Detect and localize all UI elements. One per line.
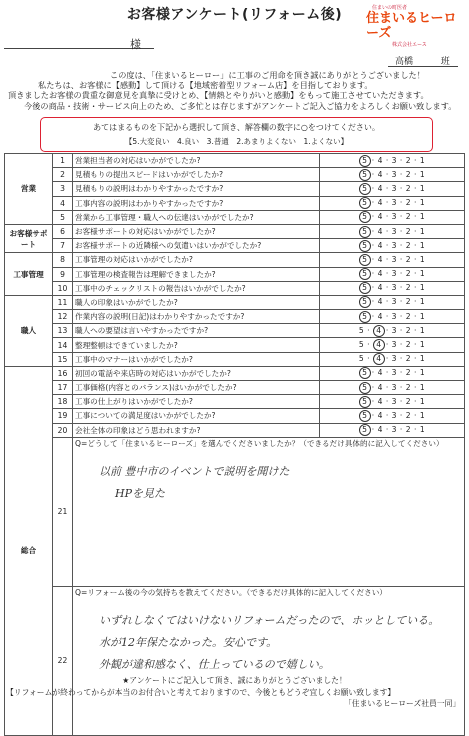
section-label: 職人 (5, 295, 53, 366)
question-number: 5 (53, 210, 73, 224)
survey-row (5, 381, 465, 395)
rating-option[interactable]: 4 (377, 226, 383, 236)
rating-option[interactable]: 5 (358, 325, 365, 335)
question-text: 工事管理の検査報告は理解できましたか? (73, 267, 320, 281)
rating-separator: · (364, 325, 373, 335)
handwritten-answer: 水が12年保たなかった。安心です。 (99, 635, 278, 649)
question-text: 職人への要望は言いやすかったですか? (73, 324, 320, 338)
survey-row (5, 253, 465, 267)
rating-separator: · (368, 183, 378, 193)
rating-options (320, 196, 465, 210)
question-number: 10 (53, 281, 73, 295)
rating-separator: · (382, 311, 392, 321)
rating-options (320, 224, 465, 238)
rating-option[interactable]: 1 (419, 425, 426, 435)
rating-separator: · (382, 325, 392, 335)
rating-option[interactable]: 3 (391, 254, 397, 264)
rating-options (320, 154, 465, 168)
rating-option[interactable]: 1 (419, 382, 426, 392)
rating-separator: · (411, 340, 420, 350)
rating-option[interactable]: 1 (419, 269, 426, 279)
rating-separator: · (397, 240, 406, 250)
rating-scale-box (40, 117, 433, 152)
rating-separator: · (382, 425, 392, 435)
rating-separator: · (397, 396, 406, 406)
rating-separator: · (397, 155, 406, 165)
question-text: 初回の電話や来店時の対応はいかがでしたか? (73, 366, 320, 380)
rating-separator: · (411, 183, 420, 193)
rating-option[interactable]: 4 (377, 254, 383, 264)
rating-separator: · (411, 254, 420, 264)
survey-row (5, 395, 465, 409)
rating-option[interactable]: 1 (419, 283, 426, 293)
rating-option[interactable]: 2 (405, 297, 412, 307)
survey-row (5, 295, 465, 309)
rating-option[interactable]: 4 (377, 169, 383, 179)
staff-line (388, 66, 458, 67)
question-number: 16 (53, 366, 73, 380)
free-question-text: Q=リフォーム後の今の気持ちを教えてください。（できるだけ具体的に記入してください） (75, 587, 387, 597)
rating-option[interactable]: 2 (405, 340, 412, 350)
question-number: 9 (53, 267, 73, 281)
handwritten-answer: HPを見た (115, 486, 165, 500)
rating-option[interactable]: 2 (405, 396, 412, 406)
section-label: お客様サポート (5, 224, 53, 252)
rating-options (320, 409, 465, 423)
rating-option[interactable]: 4 (377, 212, 383, 222)
rating-separator: · (397, 311, 406, 321)
company-logo (366, 4, 466, 48)
free-answer-area[interactable] (73, 437, 465, 586)
staff-name: 高橋 (395, 57, 414, 67)
rating-option[interactable]: 2 (405, 354, 412, 364)
rating-option[interactable]: 3 (391, 410, 397, 420)
rating-separator: · (397, 254, 406, 264)
survey-row (5, 154, 465, 168)
rating-option[interactable]: 2 (405, 325, 412, 335)
rating-separator: · (397, 410, 406, 420)
rating-separator: · (368, 368, 378, 378)
section-label: 総合 (5, 366, 53, 735)
footer-thanks: ★アンケートにご記入して頂き、誠にありがとうございました！ (122, 676, 347, 685)
rating-separator: · (382, 226, 392, 236)
footer-signature: 「住まいるヒーローズ社員一同」 (344, 699, 461, 708)
rating-option[interactable]: 1 (419, 410, 426, 420)
free-question-row (5, 437, 465, 586)
rating-option[interactable]: 1 (419, 325, 426, 335)
question-text: 見積もりの提出スピードはいかがでしたか? (73, 168, 320, 182)
rating-option[interactable]: 1 (419, 297, 426, 307)
survey-row (5, 239, 465, 253)
rating-option[interactable]: 2 (405, 183, 412, 193)
question-text: お客様サポートの近隣様への気遣いはいかがでしたか? (73, 239, 320, 253)
rating-separator: · (397, 382, 406, 392)
rating-option[interactable]: 4 (377, 269, 383, 279)
free-question-row (5, 586, 465, 735)
rating-separator: · (397, 198, 406, 208)
rating-option[interactable]: 3 (391, 269, 397, 279)
rating-option[interactable]: 3 (391, 155, 397, 165)
rating-options (320, 210, 465, 224)
survey-row (5, 224, 465, 238)
rating-separator: · (382, 382, 392, 392)
question-number: 17 (53, 381, 73, 395)
intro-line: 私たちは、お客様に【感動】して頂ける【地域密着型リフォーム店】を目指しております。 (38, 80, 373, 91)
question-number: 15 (53, 352, 73, 366)
rating-options (320, 253, 465, 267)
question-number: 2 (53, 168, 73, 182)
question-text: 工事中のマナーはいかがでしたか? (73, 352, 320, 366)
rating-options (320, 381, 465, 395)
rating-option[interactable]: 1 (419, 311, 426, 321)
question-number: 6 (53, 224, 73, 238)
rating-option[interactable]: 5 (359, 268, 371, 280)
rating-options (320, 310, 465, 324)
rating-options (320, 395, 465, 409)
footer-message: 【リフォームが終わってからが本当のお付合いと考えておりますので、今後ともどうぞ宜しくお願い致します】 (6, 688, 396, 697)
question-number: 8 (53, 253, 73, 267)
question-number: 1 (53, 154, 73, 168)
rating-separator: · (411, 325, 420, 335)
question-number: 18 (53, 395, 73, 409)
rating-separator: · (411, 169, 420, 179)
rating-separator: · (368, 311, 378, 321)
rating-option[interactable]: 3 (391, 340, 397, 350)
survey-row (5, 310, 465, 324)
rating-separator: · (368, 269, 378, 279)
rating-separator: · (397, 269, 406, 279)
rating-option[interactable]: 5 (359, 424, 371, 436)
rating-separator: · (368, 155, 378, 165)
rating-separator: · (397, 425, 406, 435)
question-number: 11 (53, 295, 73, 309)
rating-options (320, 324, 465, 338)
rating-separator: · (397, 325, 406, 335)
rating-option[interactable]: 5 (359, 254, 371, 266)
rating-option[interactable]: 2 (405, 283, 412, 293)
rating-separator: · (382, 198, 392, 208)
rating-separator: · (411, 368, 420, 378)
rating-separator: · (411, 212, 420, 222)
rating-separator: · (411, 297, 420, 307)
rating-option[interactable]: 1 (419, 396, 426, 406)
rating-separator: · (382, 269, 392, 279)
rating-option[interactable]: 4 (377, 368, 383, 378)
rating-option[interactable]: 3 (391, 183, 397, 193)
rating-separator: · (382, 396, 392, 406)
rating-option[interactable]: 3 (391, 198, 397, 208)
rating-option[interactable]: 4 (377, 311, 383, 321)
rating-option[interactable]: 4 (377, 198, 383, 208)
free-question-text: Q=どうして「住まいるヒーローズ」を選んでくださいましたか？（できるだけ具体的に記入してください） (75, 438, 444, 448)
question-text: 作業内容の説明(日記)はわかりやすかったですか? (73, 310, 320, 324)
handwritten-answer: 以前 豊中市のイベントで説明を聞けた (99, 464, 290, 478)
rating-separator: · (368, 396, 378, 406)
rating-separator: · (368, 198, 378, 208)
rating-option[interactable]: 1 (419, 155, 426, 165)
rating-option[interactable]: 4 (377, 297, 383, 307)
question-text: 工事中のチェックリストの報告はいかがでしたか? (73, 281, 320, 295)
rating-option[interactable]: 2 (405, 155, 412, 165)
rating-options (320, 281, 465, 295)
rating-separator: · (364, 354, 373, 364)
rating-option[interactable]: 4 (377, 382, 383, 392)
rating-separator: · (368, 226, 378, 236)
rating-options (320, 267, 465, 281)
rating-separator: · (368, 283, 378, 293)
survey-row (5, 281, 465, 295)
section-label: 工事管理 (5, 253, 53, 296)
rating-option[interactable]: 5 (359, 367, 371, 379)
rating-separator: · (411, 226, 420, 236)
rating-separator: · (397, 297, 406, 307)
rating-separator: · (382, 212, 392, 222)
rating-option[interactable]: 5 (359, 211, 371, 223)
survey-row (5, 196, 465, 210)
rating-option[interactable]: 2 (405, 226, 412, 236)
rating-option[interactable]: 3 (391, 240, 397, 250)
survey-row (5, 210, 465, 224)
rating-option[interactable]: 5 (359, 382, 371, 394)
rating-option[interactable]: 3 (391, 325, 397, 335)
rating-option[interactable]: 2 (405, 198, 412, 208)
rating-separator: · (368, 382, 378, 392)
rating-option[interactable]: 1 (419, 198, 426, 208)
page-title: お客様アンケート(リフォーム後) (126, 7, 343, 23)
rating-option[interactable]: 2 (405, 410, 412, 420)
rating-option[interactable]: 3 (391, 283, 397, 293)
scale-legend: 【5.大変良い 4.良い 3.普通 2.あまりよくない 1.よくない】 (124, 137, 349, 146)
question-text: 職人の印象はいかがでしたか? (73, 295, 320, 309)
rating-option[interactable]: 1 (419, 354, 426, 364)
rating-option[interactable]: 2 (405, 382, 412, 392)
question-number: 3 (53, 182, 73, 196)
rating-separator: · (364, 340, 373, 350)
question-text: 見積もりの説明はわかりやすかったですか? (73, 182, 320, 196)
intro-text (8, 70, 457, 111)
rating-separator: · (382, 340, 392, 350)
logo-tagline: 住まいの町医者 (372, 5, 408, 11)
question-text: 会社全体の印象はどう思われますか? (73, 423, 320, 437)
rating-option[interactable]: 1 (419, 212, 426, 222)
question-text: お客様サポートの対応はいかがでしたか? (73, 224, 320, 238)
rating-option[interactable]: 5 (359, 155, 371, 167)
rating-option[interactable]: 4 (377, 155, 383, 165)
rating-option[interactable]: 3 (391, 396, 397, 406)
rating-option[interactable]: 2 (405, 212, 412, 222)
survey-row (5, 267, 465, 281)
rating-option[interactable]: 1 (419, 169, 426, 179)
rating-option[interactable]: 5 (359, 197, 371, 209)
rating-option[interactable]: 4 (377, 183, 383, 193)
rating-option[interactable]: 3 (391, 226, 397, 236)
question-text: 営業担当者の対応はいかがでしたか? (73, 154, 320, 168)
question-number: 4 (53, 196, 73, 210)
rating-option[interactable]: 2 (405, 254, 412, 264)
rating-separator: · (411, 382, 420, 392)
rating-separator: · (397, 183, 406, 193)
survey-row (5, 324, 465, 338)
rating-option[interactable]: 5 (359, 282, 371, 294)
rating-option[interactable]: 3 (391, 212, 397, 222)
rating-option[interactable]: 3 (391, 311, 397, 321)
rating-separator: · (382, 354, 392, 364)
rating-separator: · (382, 368, 392, 378)
rating-separator: · (368, 169, 378, 179)
rating-separator: · (368, 240, 378, 250)
rating-options (320, 366, 465, 380)
rating-separator: · (411, 198, 420, 208)
rating-option[interactable]: 2 (405, 368, 412, 378)
rating-separator: · (368, 212, 378, 222)
rating-options (320, 168, 465, 182)
rating-separator: · (368, 297, 378, 307)
question-number: 13 (53, 324, 73, 338)
rating-option[interactable]: 3 (391, 382, 397, 392)
rating-option[interactable]: 4 (377, 410, 383, 420)
question-number: 20 (53, 423, 73, 437)
logo-name: 住まいるヒーローズ (366, 11, 457, 41)
rating-separator: · (382, 240, 392, 250)
rating-option[interactable]: 4 (377, 283, 383, 293)
handwritten-answer: 外観が違和感なく、仕上っているので嬉しい。 (99, 657, 330, 671)
customer-suffix: 様 (130, 38, 141, 51)
intro-line: 頂きましたお客様の貴重な御意見を真摯に受けとめ、【情熱とやりがいと感動】をもって施工させていただきます。 (8, 90, 429, 101)
rating-option[interactable]: 2 (405, 425, 412, 435)
question-text: 工事についての満足度はいかがでしたか? (73, 409, 320, 423)
question-number: 19 (53, 409, 73, 423)
rating-option[interactable]: 1 (419, 368, 426, 378)
logo-company: 株式会社エース (392, 42, 427, 48)
rating-separator: · (411, 410, 420, 420)
rating-option[interactable]: 5 (358, 340, 365, 350)
rating-option[interactable]: 4 (377, 240, 383, 250)
rating-option[interactable]: 2 (405, 269, 412, 279)
rating-separator: · (397, 226, 406, 236)
rating-option[interactable]: 5 (359, 296, 371, 308)
rating-option[interactable]: 4 (377, 425, 383, 435)
question-text: 工事の仕上がりはいかがでしたか? (73, 395, 320, 409)
rating-option[interactable]: 5 (359, 311, 371, 323)
rating-option[interactable]: 3 (391, 354, 397, 364)
rating-separator: · (411, 425, 420, 435)
rating-separator: · (411, 311, 420, 321)
staff-group: 班 (440, 57, 450, 67)
rating-separator: · (397, 283, 406, 293)
rating-separator: · (411, 283, 420, 293)
rating-option[interactable]: 4 (373, 353, 385, 365)
rating-separator: · (382, 169, 392, 179)
survey-row (5, 182, 465, 196)
survey-table (4, 153, 465, 736)
rating-option[interactable]: 3 (391, 297, 397, 307)
survey-row (5, 352, 465, 366)
rating-separator: · (411, 354, 420, 364)
rating-separator: · (411, 240, 420, 250)
rating-separator: · (397, 354, 406, 364)
rating-separator: · (397, 368, 406, 378)
rating-option[interactable]: 1 (419, 254, 426, 264)
rating-option[interactable]: 4 (373, 339, 385, 351)
rating-separator: · (397, 169, 406, 179)
rating-option[interactable]: 3 (391, 368, 397, 378)
intro-line: 今後の商品・技術・サービス向上のため、ご多忙とは存じますがアンケートご記入ご協力をよろしくお願い致します。 (24, 100, 457, 111)
rating-separator: · (368, 254, 378, 264)
free-answer-area[interactable] (73, 586, 465, 735)
question-number: 12 (53, 310, 73, 324)
rating-option[interactable]: 2 (405, 311, 412, 321)
rating-separator: · (382, 254, 392, 264)
rating-option[interactable]: 4 (377, 396, 383, 406)
rating-separator: · (382, 183, 392, 193)
rating-separator: · (411, 155, 420, 165)
survey-row (5, 366, 465, 380)
question-text: 工事管理の対応はいかがでしたか? (73, 253, 320, 267)
handwritten-answer: いずれしなくてはいけないリフォームだったので、ホッとしている。 (99, 613, 440, 627)
rating-separator: · (397, 340, 406, 350)
rating-option[interactable]: 3 (391, 425, 397, 435)
rating-options (320, 295, 465, 309)
rating-separator: · (411, 269, 420, 279)
survey-row (5, 409, 465, 423)
rating-option[interactable]: 5 (358, 354, 365, 364)
rating-separator: · (368, 425, 378, 435)
scale-instruction: あてはまるものを下記から選択して頂き、解答欄の数字に○をつけてください。 (93, 123, 380, 132)
rating-options (320, 182, 465, 196)
question-text: 営業から工事管理・職人への伝達はいかがでしたか? (73, 210, 320, 224)
rating-option[interactable]: 1 (419, 226, 426, 236)
rating-option[interactable]: 5 (359, 169, 371, 181)
question-text: 整理整頓はできていましたか? (73, 338, 320, 352)
question-text: 工事価格(内容とのバランス)はいかがでしたか? (73, 381, 320, 395)
rating-option[interactable]: 5 (359, 226, 371, 238)
question-number: 14 (53, 338, 73, 352)
rating-option[interactable]: 2 (405, 169, 412, 179)
question-number: 22 (53, 586, 73, 735)
survey-row (5, 168, 465, 182)
rating-separator: · (382, 155, 392, 165)
section-label: 営業 (5, 154, 53, 225)
rating-separator: · (411, 396, 420, 406)
rating-option[interactable]: 1 (419, 183, 426, 193)
rating-option[interactable]: 5 (359, 410, 371, 422)
rating-options (320, 239, 465, 253)
survey-row (5, 423, 465, 437)
question-number: 21 (53, 437, 73, 586)
question-text: 工事内容の説明はわかりやすかったですか? (73, 196, 320, 210)
rating-option[interactable]: 2 (405, 240, 412, 250)
question-number: 7 (53, 239, 73, 253)
rating-option[interactable]: 4 (373, 325, 385, 337)
rating-option[interactable]: 1 (419, 340, 426, 350)
rating-separator: · (382, 297, 392, 307)
survey-row (5, 338, 465, 352)
rating-separator: · (397, 212, 406, 222)
rating-separator: · (382, 410, 392, 420)
rating-option[interactable]: 5 (359, 396, 371, 408)
rating-options (320, 423, 465, 437)
rating-options (320, 352, 465, 366)
rating-option[interactable]: 5 (359, 183, 371, 195)
rating-option[interactable]: 1 (419, 240, 426, 250)
intro-line: この度は、「住まいるヒーロー」に工事のご用命を頂き誠にありがとうございました！ (110, 70, 425, 80)
rating-options (320, 338, 465, 352)
rating-separator: · (382, 283, 392, 293)
rating-option[interactable]: 3 (391, 169, 397, 179)
rating-separator: · (368, 410, 378, 420)
rating-option[interactable]: 5 (359, 240, 371, 252)
